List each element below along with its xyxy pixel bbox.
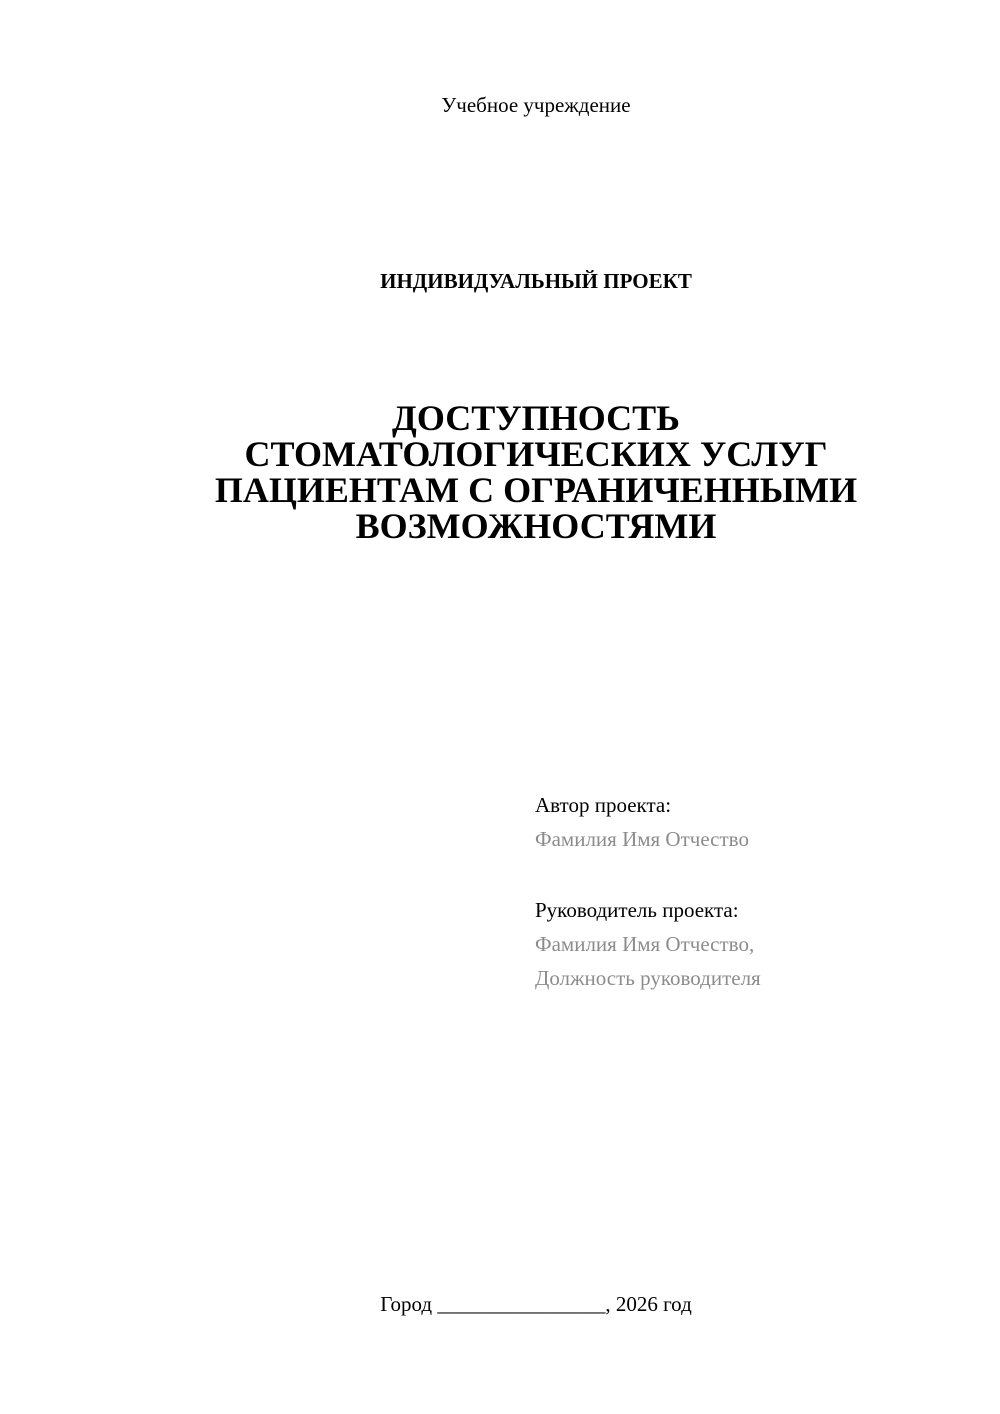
supervisor-position: Должность руководителя bbox=[535, 966, 761, 990]
project-title-line: СТОМАТОЛОГИЧЕСКИХ УСЛУГ bbox=[244, 434, 828, 474]
city-year-line: Город ________________, 2026 год bbox=[380, 1292, 692, 1316]
project-title-line: ВОЗМОЖНОСТЯМИ bbox=[355, 506, 717, 546]
project-title-line: ПАЦИЕНТАМ С ОГРАНИЧЕННЫМИ bbox=[214, 470, 858, 510]
supervisor-label: Руководитель проекта: bbox=[535, 898, 739, 922]
credits-block bbox=[535, 788, 761, 995]
spacer bbox=[535, 856, 761, 893]
author-label: Автор проекта: bbox=[535, 793, 672, 817]
supervisor-name: Фамилия Имя Отчество, bbox=[535, 932, 755, 956]
institution-name: Учебное учреждение bbox=[441, 93, 631, 117]
author-name: Фамилия Имя Отчество bbox=[535, 827, 749, 851]
project-type-heading: ИНДИВИДУАЛЬНЫЙ ПРОЕКТ bbox=[380, 269, 692, 293]
project-title-line: ДОСТУПНОСТЬ bbox=[392, 398, 680, 438]
project-title bbox=[0, 400, 1000, 544]
